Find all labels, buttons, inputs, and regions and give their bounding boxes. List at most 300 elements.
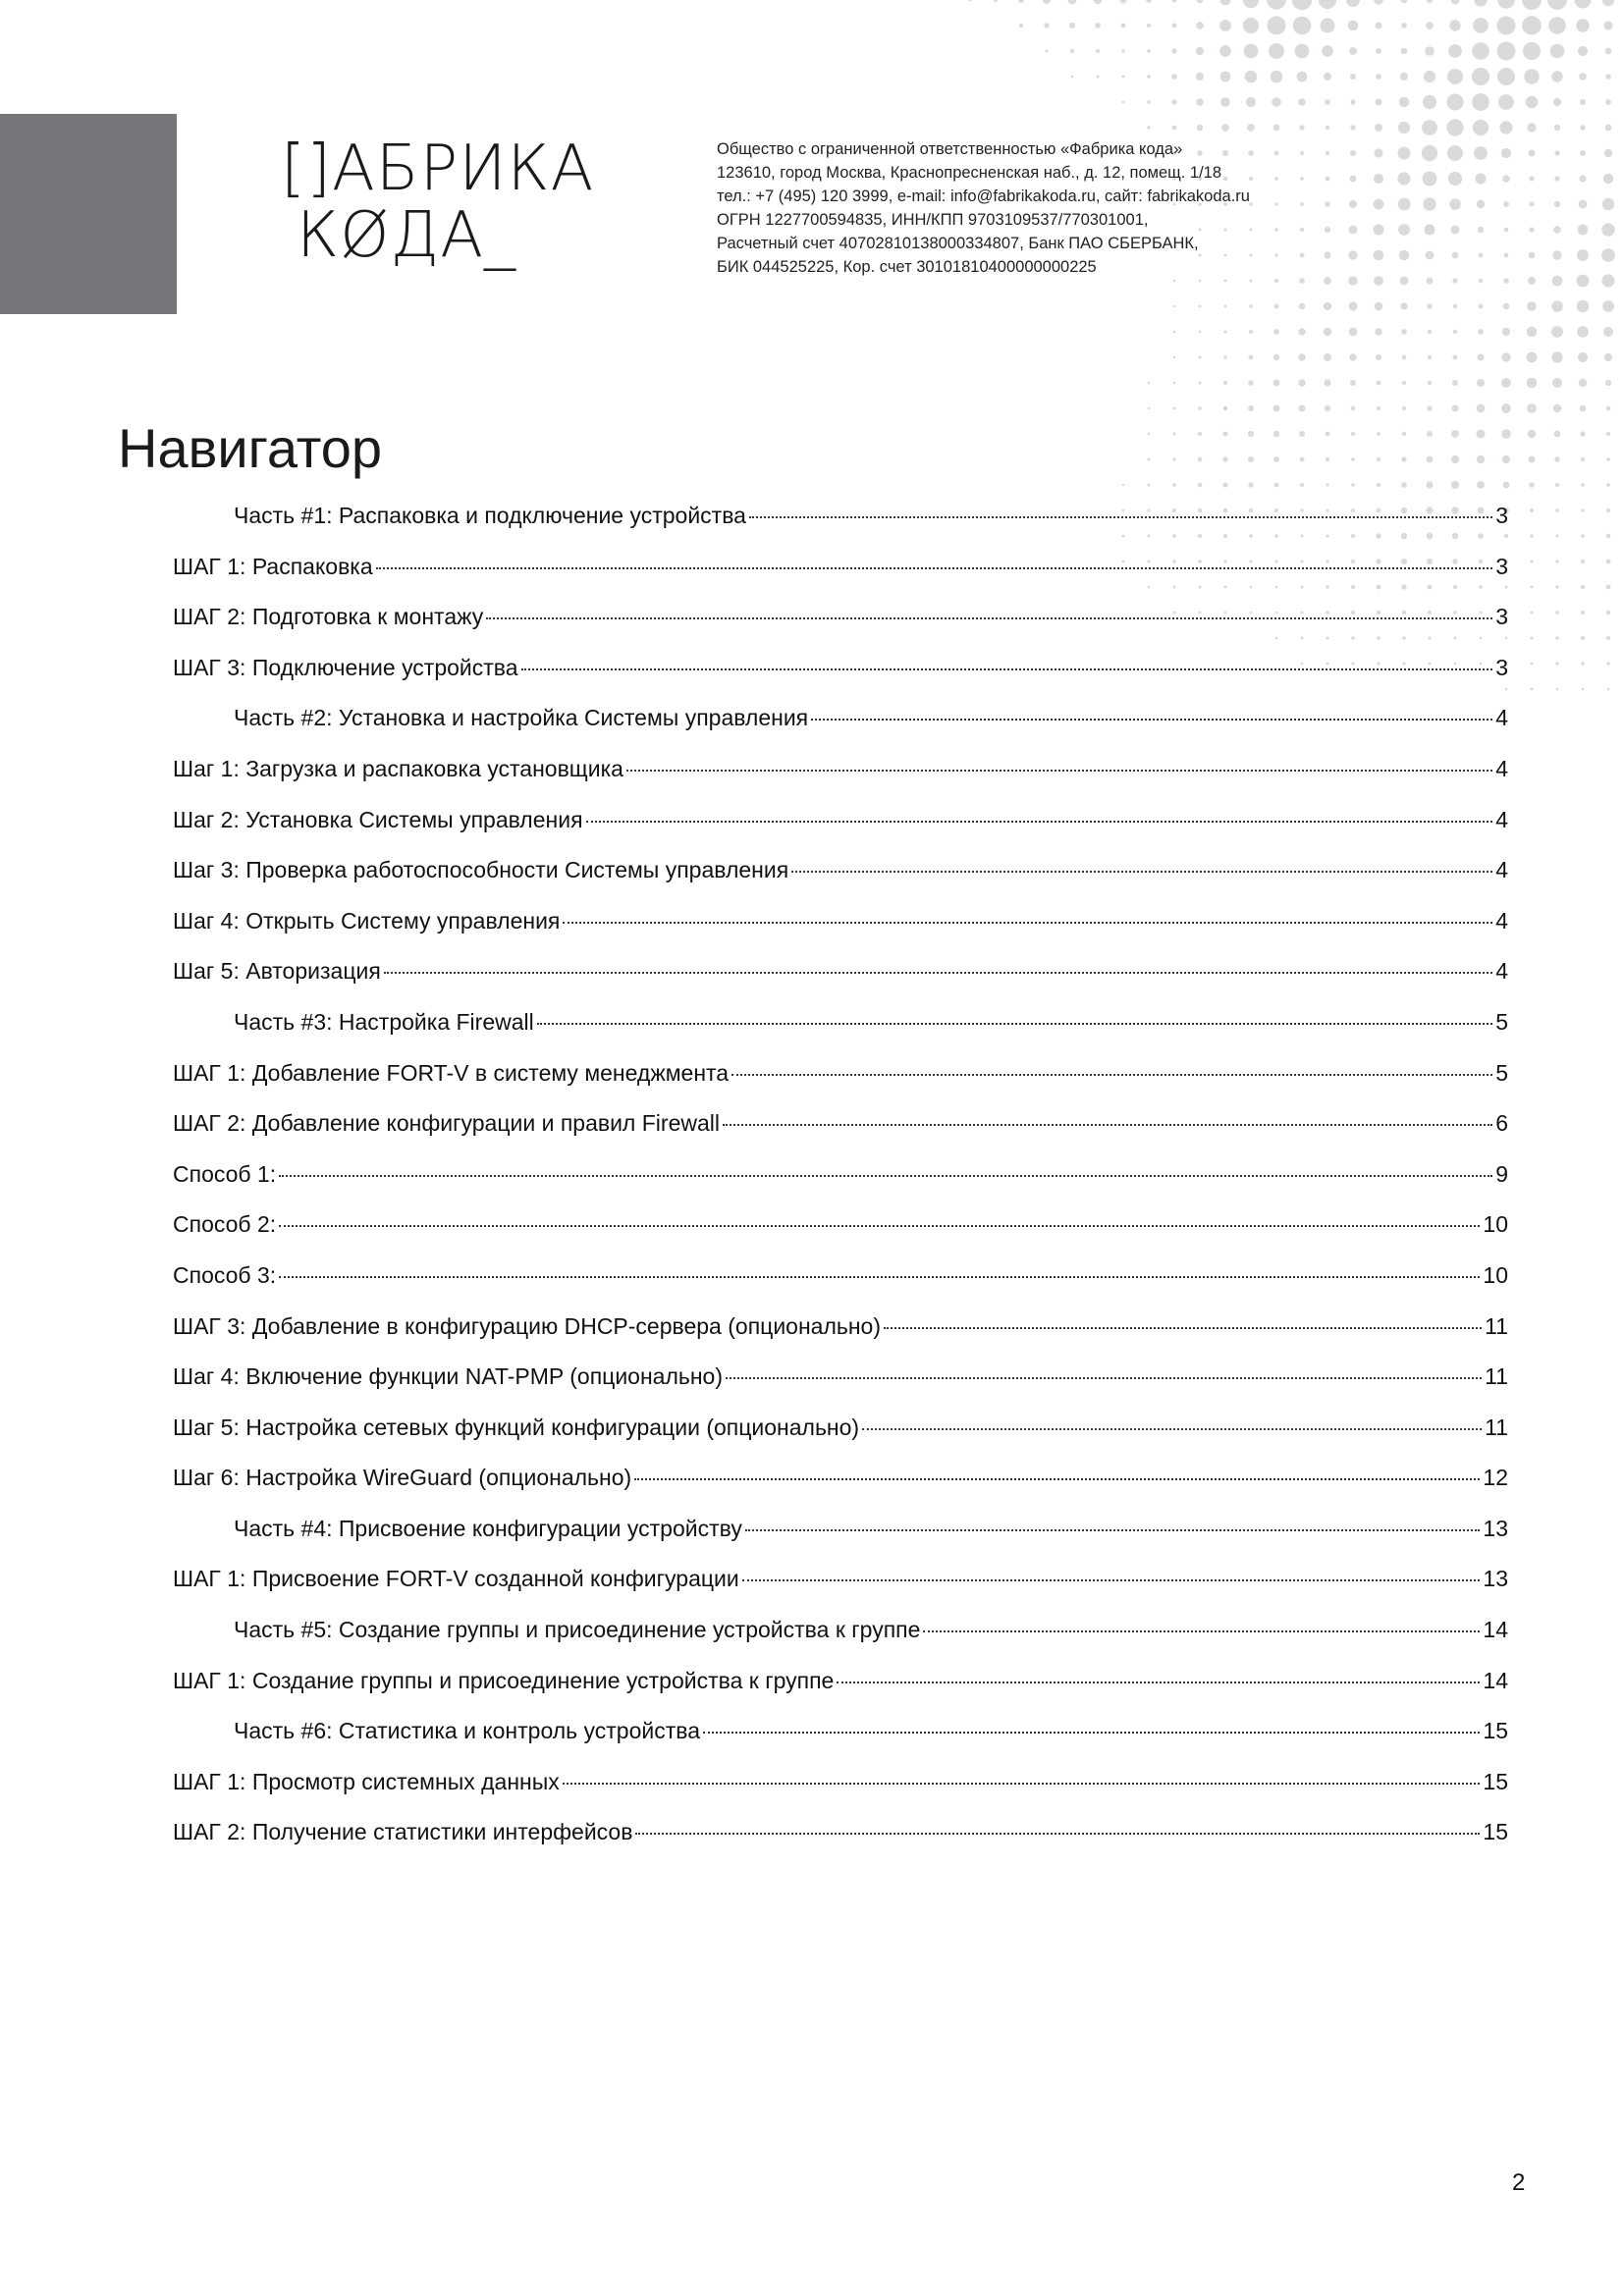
decor-dot <box>1374 250 1384 261</box>
toc-entry-page: 4 <box>1495 755 1508 781</box>
decor-dot <box>1399 97 1409 107</box>
decor-dot <box>1501 352 1510 361</box>
decor-dot <box>1198 381 1201 384</box>
decor-dot <box>1274 228 1277 231</box>
decor-dot <box>1427 0 1433 3</box>
decor-dot <box>1121 49 1125 53</box>
dot-leader <box>626 770 1492 772</box>
decor-dot <box>1453 330 1457 334</box>
decor-dot <box>1199 331 1202 334</box>
decor-dot <box>1530 611 1533 614</box>
decor-dot <box>1555 508 1559 512</box>
dot-leader <box>279 1276 1480 1278</box>
decor-dot <box>1422 145 1437 161</box>
decor-dot <box>1196 98 1203 105</box>
decor-dot <box>1426 22 1434 29</box>
decor-dot <box>1147 100 1151 104</box>
decor-dot <box>1274 279 1278 283</box>
decor-dot <box>1402 381 1406 385</box>
decor-dot <box>1243 18 1259 33</box>
decor-dot <box>1477 200 1485 208</box>
toc-entry-page: 14 <box>1483 1617 1508 1643</box>
company-detail-line: Общество с ограниченной ответственностью «Фабрика кода» <box>717 140 1183 158</box>
decor-dot <box>1267 0 1286 10</box>
decor-dot <box>1581 662 1584 665</box>
decor-dot <box>1423 172 1437 187</box>
decor-dot <box>1326 457 1329 461</box>
decor-dot <box>1448 172 1462 186</box>
decor-dot <box>1198 457 1203 462</box>
company-logo <box>281 133 595 272</box>
dot-leader <box>791 871 1492 873</box>
decor-dot <box>1581 585 1585 589</box>
decor-dot <box>1351 406 1356 411</box>
toc-entry-label: ШАГ 1: Создание группы и присоединение устройства к группе <box>173 1667 835 1693</box>
decor-dot <box>1070 49 1074 53</box>
decor-dot <box>1555 611 1559 614</box>
decor-dot <box>1554 176 1559 181</box>
toc-step-entry[interactable] <box>173 857 1508 908</box>
toc-step-entry[interactable] <box>173 1415 1508 1466</box>
decor-dot <box>1606 534 1611 539</box>
decor-dot <box>1472 93 1489 111</box>
toc-step-entry[interactable] <box>173 958 1508 1009</box>
decor-dot <box>1581 636 1585 640</box>
decor-dot <box>1555 560 1558 562</box>
decor-dot <box>1147 75 1151 79</box>
toc-step-entry[interactable] <box>173 655 1508 706</box>
decor-dot <box>1293 17 1312 35</box>
decor-dot <box>1605 48 1612 55</box>
toc-entry-page: 3 <box>1495 553 1508 579</box>
decor-dot <box>1351 457 1355 461</box>
toc-entry-label: Шаг 5: Настройка сетевых функций конфигурации (опционально) <box>173 1414 860 1440</box>
decor-dot <box>1326 432 1330 437</box>
decor-dot <box>1122 101 1125 104</box>
decor-dot <box>994 0 998 2</box>
toc-step-entry[interactable] <box>173 1769 1508 1820</box>
decor-dot <box>1298 98 1306 106</box>
toc-step-entry[interactable] <box>173 807 1508 858</box>
decor-dot <box>1173 356 1176 359</box>
decor-dot <box>1555 483 1559 487</box>
decor-dot <box>1197 0 1204 3</box>
toc-step-entry[interactable] <box>173 756 1508 807</box>
decor-dot <box>1581 457 1585 461</box>
company-detail-line: БИК 044525225, Кор. счет 30101810400000000225 <box>717 258 1097 276</box>
decor-dot <box>1575 0 1592 9</box>
decor-dot <box>1472 68 1489 85</box>
decor-dot <box>1119 0 1126 4</box>
decor-dot <box>1222 431 1227 436</box>
decor-dot <box>1428 355 1432 359</box>
decor-dot <box>1274 177 1278 181</box>
decor-dot <box>1530 534 1534 538</box>
decor-dot <box>1555 534 1558 537</box>
decor-dot <box>1172 483 1176 487</box>
decor-dot <box>1522 16 1542 35</box>
decor-dot <box>1451 481 1459 489</box>
decor-dot <box>1401 48 1408 55</box>
dot-leader <box>884 1327 1482 1329</box>
toc-part-entry[interactable] <box>173 503 1508 554</box>
decor-dot <box>1377 381 1381 386</box>
decor-dot <box>1523 42 1541 60</box>
decor-dot <box>1400 277 1409 286</box>
decor-dot <box>1269 43 1284 59</box>
decor-dot <box>1097 76 1100 79</box>
toc-entry-label: ШАГ 3: Подключение устройства <box>173 654 518 680</box>
toc-part-entry[interactable] <box>173 1516 1508 1567</box>
decor-dot <box>1428 330 1433 335</box>
decor-dot <box>1423 197 1435 210</box>
decor-dot <box>1529 456 1536 463</box>
decor-dot <box>1397 172 1410 185</box>
toc-step-entry[interactable] <box>173 1363 1508 1415</box>
decor-dot <box>1425 46 1435 56</box>
dot-leader <box>279 1175 1492 1177</box>
decor-dot <box>1581 534 1585 538</box>
decor-dot <box>1377 432 1380 436</box>
toc-step-entry[interactable] <box>173 1566 1508 1617</box>
toc-entry-label: Шаг 4: Включение функции NAT-PMP (опционально) <box>173 1363 724 1390</box>
decor-dot <box>1402 406 1406 410</box>
decor-dot <box>1069 23 1075 28</box>
decor-dot <box>1531 586 1534 589</box>
decor-dot <box>1530 636 1533 639</box>
decor-dot <box>1453 355 1458 360</box>
decor-dot <box>1292 0 1312 10</box>
decor-dot <box>1422 120 1437 135</box>
decor-dot <box>1552 276 1563 287</box>
decor-dot <box>1606 406 1611 411</box>
decor-dot <box>1248 380 1254 386</box>
toc-entry-page: 6 <box>1495 1110 1508 1137</box>
decor-dot <box>1043 0 1051 4</box>
toc-step-entry[interactable] <box>173 1819 1508 1870</box>
company-details <box>717 137 1250 279</box>
decor-dot <box>1602 300 1614 312</box>
decor-dot <box>1556 688 1559 691</box>
decor-dot <box>1324 353 1331 361</box>
decor-dot <box>1199 305 1202 308</box>
decor-dot <box>1581 611 1585 614</box>
dot-leader <box>703 1732 1480 1734</box>
decor-dot <box>1602 0 1614 6</box>
decor-dot <box>1146 0 1152 3</box>
decor-dot <box>1606 457 1610 461</box>
decor-dot <box>1399 250 1409 260</box>
toc-part-entry[interactable] <box>173 1617 1508 1668</box>
decor-dot <box>1324 73 1331 80</box>
toc-step-entry[interactable] <box>173 1161 1508 1212</box>
decor-dot <box>1223 330 1226 333</box>
decor-dot <box>1350 74 1356 80</box>
toc-step-entry[interactable] <box>173 1110 1508 1161</box>
decor-dot <box>1448 44 1462 58</box>
toc-entry-label: Часть #3: Настройка Firewall <box>234 1008 534 1035</box>
decor-dot <box>1324 277 1331 285</box>
decor-dot <box>1479 253 1484 258</box>
decor-dot <box>1552 250 1561 259</box>
decor-dot <box>1147 24 1151 27</box>
toc-entry-label: Часть #2: Установка и настройка Системы управления <box>234 705 809 731</box>
decor-dot <box>1581 483 1585 487</box>
decor-dot <box>1273 456 1279 462</box>
decor-dot <box>1324 302 1331 310</box>
toc-part-entry[interactable] <box>173 1718 1508 1769</box>
decor-dot <box>1427 405 1432 410</box>
decor-dot <box>1172 432 1175 435</box>
decor-dot <box>1605 74 1611 80</box>
decor-dot <box>1606 585 1611 590</box>
decor-dot <box>1172 457 1176 461</box>
decor-dot <box>1326 483 1328 486</box>
toc-step-entry[interactable] <box>173 1262 1508 1313</box>
decor-dot <box>1427 431 1433 437</box>
decor-dot <box>1349 226 1358 235</box>
toc-entry-page: 4 <box>1495 907 1508 934</box>
toc-part-entry[interactable] <box>173 705 1508 756</box>
decor-dot <box>1147 49 1151 53</box>
decor-dot <box>1219 45 1231 57</box>
decor-dot <box>1224 305 1227 308</box>
decor-dot <box>1449 198 1461 210</box>
decor-dot <box>1554 431 1561 438</box>
decor-dot <box>1300 202 1304 206</box>
toc-entry-page: 5 <box>1495 1059 1508 1086</box>
decor-dot <box>1527 123 1536 132</box>
decor-dot <box>1173 382 1176 385</box>
decor-dot <box>1221 124 1229 132</box>
page-title: Навигатор <box>118 417 383 479</box>
decor-dot <box>1321 19 1335 33</box>
decor-dot <box>1606 662 1609 665</box>
decor-dot <box>1603 174 1613 184</box>
decor-dot <box>1325 99 1330 105</box>
toc-step-entry[interactable] <box>173 554 1508 605</box>
decor-dot <box>1447 145 1463 161</box>
toc-step-entry[interactable] <box>173 1313 1508 1364</box>
decor-dot <box>1479 279 1484 284</box>
decor-dot <box>1576 19 1590 32</box>
toc-step-entry[interactable] <box>173 1211 1508 1262</box>
decor-dot <box>1473 18 1489 33</box>
decor-dot <box>1300 483 1304 487</box>
decor-dot <box>1249 355 1254 360</box>
decor-dot <box>1374 174 1383 184</box>
decor-dot <box>1606 636 1610 640</box>
decor-dot <box>1400 302 1407 309</box>
toc-entry-label: Шаг 5: Авторизация <box>173 958 381 985</box>
decor-dot <box>1045 49 1048 52</box>
decor-dot <box>1579 175 1586 182</box>
toc-entry-label: ШАГ 1: Добавление FORT-V в систему менеджмента <box>173 1059 730 1086</box>
decor-dot <box>1530 560 1533 562</box>
decor-dot <box>1522 0 1542 10</box>
decor-dot <box>1603 21 1612 29</box>
decor-dot <box>1526 96 1538 108</box>
decor-dot <box>1580 125 1585 130</box>
toc-step-entry[interactable] <box>173 1668 1508 1719</box>
decor-dot <box>1300 457 1305 462</box>
decor-dot <box>1300 177 1304 181</box>
decor-dot <box>1503 278 1509 284</box>
decor-dot <box>1478 354 1485 361</box>
decor-dot <box>1604 353 1612 361</box>
decor-dot <box>1299 125 1304 130</box>
toc-step-entry[interactable] <box>173 1060 1508 1111</box>
decor-dot <box>1452 380 1458 386</box>
decor-dot <box>1273 125 1280 132</box>
decor-dot <box>1248 405 1254 411</box>
decor-dot <box>1528 277 1536 285</box>
decor-dot <box>1299 303 1306 310</box>
toc-entry-label: Часть #6: Статистика и контроль устройства <box>234 1718 701 1744</box>
toc-entry-label: ШАГ 1: Присвоение FORT-V созданной конфигурации <box>173 1566 739 1592</box>
decor-dot <box>1529 150 1536 157</box>
decor-dot <box>1300 253 1305 258</box>
toc-entry-page: 4 <box>1495 806 1508 832</box>
decor-dot <box>1579 73 1587 80</box>
decor-dot <box>1249 279 1252 282</box>
decor-dot <box>1325 405 1330 411</box>
toc-entry-label: ШАГ 2: Подготовка к монтажу <box>173 604 484 630</box>
toc-step-entry[interactable] <box>173 908 1508 959</box>
decor-dot <box>1324 328 1331 336</box>
decor-dot <box>1530 508 1534 512</box>
toc-entry-label: Шаг 1: Загрузка и распаковка установщика <box>173 755 623 781</box>
toc-entry-label: Шаг 4: Открыть Систему управления <box>173 907 561 934</box>
toc-part-entry[interactable] <box>173 1009 1508 1060</box>
decor-dot <box>1577 275 1590 288</box>
decor-dot <box>1326 151 1329 155</box>
decor-dot <box>1198 432 1202 436</box>
toc-entry-page: 13 <box>1483 1515 1508 1541</box>
toc-step-entry[interactable] <box>173 604 1508 655</box>
decor-dot <box>1428 381 1432 385</box>
decor-dot <box>1298 353 1306 361</box>
decor-dot <box>1502 175 1510 183</box>
toc-entry-label: ШАГ 2: Получение статистики интерфейсов <box>173 1819 633 1845</box>
decor-dot <box>1504 228 1509 233</box>
decor-dot <box>1472 42 1489 60</box>
decor-dot <box>1579 200 1588 209</box>
toc-step-entry[interactable] <box>173 1465 1508 1516</box>
decor-dot <box>1497 42 1516 61</box>
decor-dot <box>1401 23 1407 28</box>
decor-dot <box>1547 0 1567 10</box>
toc-entry-page: 13 <box>1483 1566 1508 1592</box>
decor-dot <box>1148 458 1151 461</box>
decor-dot <box>1423 95 1436 109</box>
decor-dot <box>1527 301 1536 310</box>
decor-dot <box>1398 198 1411 211</box>
decor-dot <box>1605 125 1612 132</box>
decor-dot <box>1220 72 1231 82</box>
decor-dot <box>1553 404 1562 413</box>
dot-leader <box>486 617 1492 619</box>
decor-dot <box>1274 202 1277 205</box>
decor-dot <box>1398 147 1411 160</box>
decor-dot <box>1453 304 1457 308</box>
decor-dot <box>1273 329 1279 335</box>
dot-leader <box>745 1529 1481 1531</box>
toc-entry-page: 11 <box>1485 1414 1508 1440</box>
decor-dot <box>1478 227 1484 233</box>
dot-leader <box>731 1074 1492 1076</box>
decor-dot <box>1324 379 1330 386</box>
decor-dot <box>1095 23 1101 28</box>
decor-dot <box>1529 482 1535 488</box>
decor-dot <box>1324 251 1330 258</box>
decor-dot <box>1554 150 1559 155</box>
decor-dot <box>1527 403 1537 413</box>
decor-dot <box>1551 351 1562 362</box>
decor-dot <box>1196 22 1204 29</box>
decor-dot <box>1577 249 1589 261</box>
decor-dot <box>1528 430 1536 438</box>
decor-dot <box>1578 352 1588 362</box>
toc-entry-page: 12 <box>1483 1465 1508 1491</box>
decor-dot <box>1199 280 1202 283</box>
decor-dot <box>969 0 972 1</box>
decor-dot <box>1173 407 1176 410</box>
decor-dot <box>1425 225 1435 236</box>
decor-dot <box>1243 0 1259 8</box>
decor-dot <box>1452 252 1459 259</box>
logo-line-2: КØДА_ <box>297 199 516 272</box>
decor-dot <box>1581 560 1585 563</box>
decor-dot <box>1531 663 1534 666</box>
toc-entry-label: Шаг 6: Настройка WireGuard (опционально) <box>173 1465 632 1491</box>
dot-leader <box>635 1833 1480 1835</box>
decor-dot <box>1497 68 1515 85</box>
decor-dot <box>1580 150 1586 156</box>
toc-entry-page: 11 <box>1485 1312 1508 1339</box>
toc-entry-page: 14 <box>1483 1667 1508 1693</box>
decor-dot <box>1248 482 1253 487</box>
decor-dot <box>1551 300 1563 312</box>
decor-dot <box>1502 455 1510 463</box>
decor-dot <box>1501 148 1511 158</box>
decor-dot <box>1220 97 1229 106</box>
decor-dot <box>1479 304 1484 309</box>
decor-dot <box>1606 560 1611 564</box>
decor-dot <box>1198 406 1202 410</box>
decor-dot <box>1551 71 1562 81</box>
decor-dot <box>1452 278 1457 283</box>
table-of-contents <box>173 503 1508 1870</box>
decor-dot <box>1529 176 1534 181</box>
decor-dot <box>1601 248 1615 262</box>
decor-dot <box>1325 227 1330 233</box>
decor-dot <box>1376 354 1381 360</box>
dot-leader <box>726 1377 1482 1379</box>
decor-dot <box>1474 146 1488 160</box>
header-accent-block <box>0 114 177 314</box>
toc-entry-page: 10 <box>1483 1261 1508 1288</box>
decor-dot <box>1172 24 1177 28</box>
decor-dot <box>1427 456 1434 463</box>
decor-dot <box>1349 328 1357 336</box>
decor-dot <box>1606 483 1610 487</box>
decor-dot <box>1322 45 1333 57</box>
decor-dot <box>1121 24 1126 28</box>
decor-dot <box>1273 380 1280 387</box>
toc-entry-page: 3 <box>1495 604 1508 630</box>
decor-dot <box>1478 329 1484 335</box>
